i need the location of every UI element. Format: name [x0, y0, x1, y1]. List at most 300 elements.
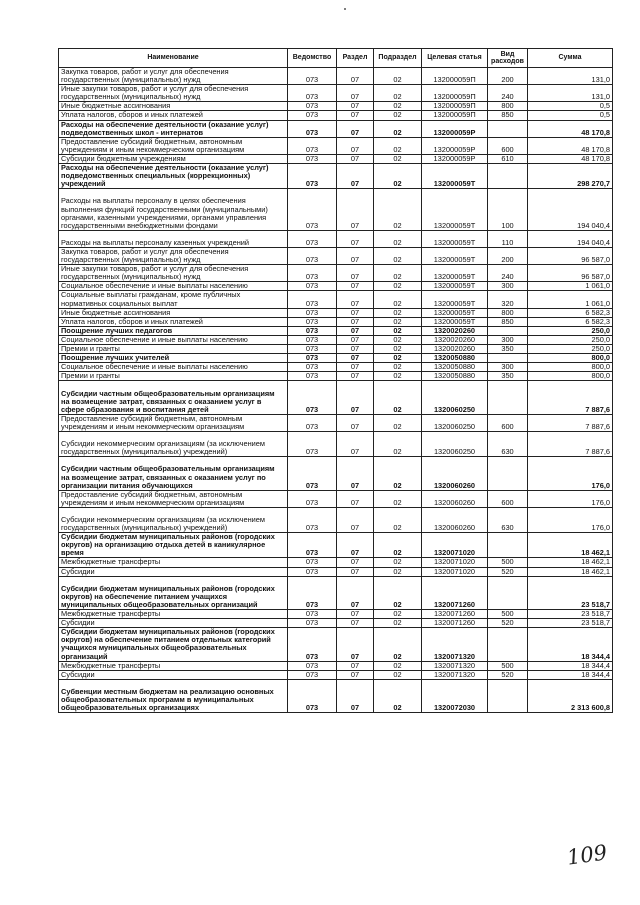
cell-sum: 800,0 — [528, 372, 613, 381]
cell-expense-type: 500 — [488, 558, 528, 567]
cell-section: 07 — [337, 335, 374, 344]
cell-department: 073 — [288, 381, 337, 414]
cell-department: 073 — [288, 68, 337, 85]
cell-name: Социальное обеспечение и иные выплаты населению — [59, 335, 288, 344]
cell-section: 07 — [337, 102, 374, 111]
cell-department: 073 — [288, 558, 337, 567]
cell-subsection: 02 — [374, 345, 422, 354]
cell-sum: 18 344,4 — [528, 670, 613, 679]
cell-expense-type: 800 — [488, 102, 528, 111]
cell-target-article: 1320060260 — [422, 490, 488, 507]
cell-department: 073 — [288, 189, 337, 231]
cell-target-article: 132000059Р — [422, 137, 488, 154]
table-row — [59, 363, 613, 372]
cell-sum: 7 887,6 — [528, 414, 613, 431]
cell-name: Межбюджетные трансферты — [59, 661, 288, 670]
cell-name: Субсидии — [59, 619, 288, 628]
cell-department: 073 — [288, 308, 337, 317]
cell-target-article: 1320072030 — [422, 679, 488, 712]
cell-name: Премии и гранты — [59, 345, 288, 354]
cell-department: 073 — [288, 345, 337, 354]
cell-subsection: 02 — [374, 111, 422, 120]
cell-section: 07 — [337, 457, 374, 490]
cell-section: 07 — [337, 154, 374, 163]
cell-name: Субсидии некоммерческим организациям (за исключением государственных (муниципальных) учреждений) — [59, 507, 288, 532]
cell-name: Субсидии бюджетам муниципальных районов (городских округов) на обеспечение питанием учащихся муниципальных общеобразовательных организаций — [59, 576, 288, 609]
cell-section: 07 — [337, 291, 374, 308]
cell-sum: 6 582,3 — [528, 317, 613, 326]
cell-target-article: 1320060260 — [422, 457, 488, 490]
cell-expense-type: 600 — [488, 137, 528, 154]
cell-sum: 48 170,8 — [528, 154, 613, 163]
cell-name: Субсидии частным общеобразовательным организациям на возмещение затрат, связанных с оказанием услуг по организации питания обучающихся — [59, 457, 288, 490]
table-row — [59, 381, 613, 414]
table-row — [59, 414, 613, 431]
cell-target-article: 1320071320 — [422, 670, 488, 679]
cell-expense-type: 200 — [488, 68, 528, 85]
cell-section: 07 — [337, 610, 374, 619]
handwritten-page-number: 109 — [565, 840, 609, 870]
cell-target-article: 1320060260 — [422, 507, 488, 532]
cell-section: 07 — [337, 85, 374, 102]
cell-target-article: 132000059Т — [422, 265, 488, 282]
cell-target-article: 1320020260 — [422, 345, 488, 354]
cell-subsection: 02 — [374, 282, 422, 291]
cell-subsection: 02 — [374, 154, 422, 163]
cell-subsection: 02 — [374, 308, 422, 317]
table-row — [59, 679, 613, 712]
cell-sum: 194 040,4 — [528, 189, 613, 231]
cell-name: Поощрение лучших педагогов — [59, 326, 288, 335]
table-row — [59, 533, 613, 558]
cell-name: Межбюджетные трансферты — [59, 610, 288, 619]
cell-section: 07 — [337, 432, 374, 457]
table-row — [59, 345, 613, 354]
cell-sum: 48 170,8 — [528, 137, 613, 154]
table-row — [59, 164, 613, 189]
cell-target-article: 1320050880 — [422, 363, 488, 372]
cell-sum: 18 344,4 — [528, 661, 613, 670]
cell-target-article: 132000059П — [422, 102, 488, 111]
cell-name: Предоставление субсидий бюджетным, автономным учреждениям и иным некоммерческим организациям — [59, 490, 288, 507]
header-name: Наименование — [59, 49, 288, 68]
cell-department: 073 — [288, 282, 337, 291]
cell-department: 073 — [288, 432, 337, 457]
table-row — [59, 432, 613, 457]
cell-section: 07 — [337, 111, 374, 120]
table-row — [59, 154, 613, 163]
cell-target-article: 132000059Р — [422, 120, 488, 137]
cell-section: 07 — [337, 282, 374, 291]
cell-sum: 96 587,0 — [528, 265, 613, 282]
cell-sum: 800,0 — [528, 363, 613, 372]
cell-name: Расходы на выплаты персоналу казенных учреждений — [59, 230, 288, 247]
cell-section: 07 — [337, 345, 374, 354]
cell-name: Уплата налогов, сборов и иных платежей — [59, 111, 288, 120]
table-row — [59, 248, 613, 265]
cell-department: 073 — [288, 85, 337, 102]
table-row — [59, 628, 613, 661]
cell-section: 07 — [337, 68, 374, 85]
cell-sum: 18 462,1 — [528, 533, 613, 558]
table-row — [59, 137, 613, 154]
cell-section: 07 — [337, 354, 374, 363]
table-row — [59, 282, 613, 291]
cell-target-article: 1320071020 — [422, 558, 488, 567]
cell-name: Социальное обеспечение и иные выплаты населению — [59, 363, 288, 372]
cell-sum: 0,5 — [528, 102, 613, 111]
cell-department: 073 — [288, 111, 337, 120]
cell-expense-type: 300 — [488, 363, 528, 372]
cell-name: Субсидии бюджетам муниципальных районов (городских округов) на организацию отдыха детей в каникулярное время — [59, 533, 288, 558]
cell-expense-type: 200 — [488, 248, 528, 265]
cell-expense-type — [488, 628, 528, 661]
cell-sum: 7 887,6 — [528, 381, 613, 414]
cell-expense-type: 500 — [488, 661, 528, 670]
table-row — [59, 189, 613, 231]
cell-expense-type — [488, 381, 528, 414]
cell-subsection: 02 — [374, 372, 422, 381]
cell-subsection: 02 — [374, 576, 422, 609]
cell-subsection: 02 — [374, 68, 422, 85]
cell-section: 07 — [337, 558, 374, 567]
cell-subsection: 02 — [374, 507, 422, 532]
cell-name: Поощрение лучших учителей — [59, 354, 288, 363]
cell-section: 07 — [337, 164, 374, 189]
cell-sum: 800,0 — [528, 354, 613, 363]
table-body — [59, 68, 613, 713]
cell-sum: 23 518,7 — [528, 619, 613, 628]
cell-target-article: 132000059Р — [422, 154, 488, 163]
cell-expense-type — [488, 457, 528, 490]
cell-expense-type: 630 — [488, 507, 528, 532]
cell-department: 073 — [288, 120, 337, 137]
cell-expense-type — [488, 164, 528, 189]
table-row — [59, 68, 613, 85]
cell-name: Премии и гранты — [59, 372, 288, 381]
cell-target-article: 1320020260 — [422, 326, 488, 335]
cell-target-article: 1320071020 — [422, 567, 488, 576]
cell-expense-type — [488, 679, 528, 712]
cell-department: 073 — [288, 567, 337, 576]
cell-subsection: 02 — [374, 265, 422, 282]
cell-department: 073 — [288, 619, 337, 628]
cell-target-article: 132000059Т — [422, 282, 488, 291]
cell-department: 073 — [288, 354, 337, 363]
cell-subsection: 02 — [374, 414, 422, 431]
cell-subsection: 02 — [374, 354, 422, 363]
table-row — [59, 558, 613, 567]
cell-department: 073 — [288, 670, 337, 679]
cell-section: 07 — [337, 317, 374, 326]
cell-sum: 18 462,1 — [528, 567, 613, 576]
cell-subsection: 02 — [374, 457, 422, 490]
cell-subsection: 02 — [374, 670, 422, 679]
cell-name: Закупка товаров, работ и услуг для обеспечения государственных (муниципальных) нужд — [59, 248, 288, 265]
cell-sum: 176,0 — [528, 457, 613, 490]
table-row — [59, 265, 613, 282]
cell-target-article: 132000059Т — [422, 308, 488, 317]
cell-target-article: 132000059Т — [422, 291, 488, 308]
cell-expense-type: 850 — [488, 317, 528, 326]
table-row — [59, 111, 613, 120]
table-row — [59, 670, 613, 679]
cell-sum: 250,0 — [528, 326, 613, 335]
cell-section: 07 — [337, 308, 374, 317]
cell-department: 073 — [288, 363, 337, 372]
cell-sum: 18 462,1 — [528, 558, 613, 567]
cell-department: 073 — [288, 154, 337, 163]
cell-target-article: 132000059Т — [422, 248, 488, 265]
cell-target-article: 132000059Т — [422, 164, 488, 189]
cell-sum: 176,0 — [528, 507, 613, 532]
cell-target-article: 1320060250 — [422, 432, 488, 457]
cell-section: 07 — [337, 381, 374, 414]
header-expense-type: Вид расходов — [488, 49, 528, 68]
cell-subsection: 02 — [374, 490, 422, 507]
cell-subsection: 02 — [374, 85, 422, 102]
cell-name: Субсидии частным общеобразовательным организациям на возмещение затрат, связанных с оказанием услуг в сфере образования и воспитания детей — [59, 381, 288, 414]
cell-department: 073 — [288, 137, 337, 154]
cell-sum: 1 061,0 — [528, 282, 613, 291]
cell-target-article: 132000059П — [422, 85, 488, 102]
cell-subsection: 02 — [374, 432, 422, 457]
budget-table — [58, 48, 613, 713]
cell-subsection: 02 — [374, 137, 422, 154]
cell-name: Субсидии бюджетам муниципальных районов (городских округов) на обеспечение питанием отдельных категорий учащихся муниципальных общеобразовательных организаций — [59, 628, 288, 661]
cell-department: 073 — [288, 317, 337, 326]
cell-name: Предоставление субсидий бюджетным, автономным учреждениям и иным некоммерческим организациям — [59, 137, 288, 154]
table-row — [59, 308, 613, 317]
cell-sum: 23 518,7 — [528, 576, 613, 609]
cell-name: Закупка товаров, работ и услуг для обеспечения государственных (муниципальных) нужд — [59, 68, 288, 85]
table-row — [59, 230, 613, 247]
cell-section: 07 — [337, 567, 374, 576]
cell-name: Расходы на обеспечение деятельности (оказание услуг) подведомственных школ - интернатов — [59, 120, 288, 137]
cell-subsection: 02 — [374, 567, 422, 576]
table-row — [59, 619, 613, 628]
table-row — [59, 507, 613, 532]
cell-section: 07 — [337, 363, 374, 372]
table-row — [59, 326, 613, 335]
cell-subsection: 02 — [374, 628, 422, 661]
cell-name: Иные закупки товаров, работ и услуг для обеспечения государственных (муниципальных) нужд — [59, 85, 288, 102]
cell-subsection: 02 — [374, 230, 422, 247]
cell-department: 073 — [288, 291, 337, 308]
cell-sum: 48 170,8 — [528, 120, 613, 137]
cell-name: Иные бюджетные ассигнования — [59, 102, 288, 111]
table-row — [59, 335, 613, 344]
cell-sum: 194 040,4 — [528, 230, 613, 247]
cell-expense-type: 500 — [488, 610, 528, 619]
cell-target-article: 1320060250 — [422, 381, 488, 414]
cell-target-article: 1320071260 — [422, 610, 488, 619]
cell-target-article: 132000059П — [422, 68, 488, 85]
cell-target-article: 132000059П — [422, 111, 488, 120]
cell-expense-type — [488, 533, 528, 558]
cell-target-article: 1320020260 — [422, 335, 488, 344]
cell-name: Социальное обеспечение и иные выплаты населению — [59, 282, 288, 291]
cell-department: 073 — [288, 326, 337, 335]
cell-name: Расходы на обеспечение деятельности (оказание услуг) подведомственных специальных (коррекционных) учреждений — [59, 164, 288, 189]
cell-department: 073 — [288, 457, 337, 490]
cell-subsection: 02 — [374, 533, 422, 558]
cell-expense-type — [488, 576, 528, 609]
cell-expense-type: 300 — [488, 282, 528, 291]
cell-subsection: 02 — [374, 189, 422, 231]
cell-subsection: 02 — [374, 248, 422, 265]
table-row — [59, 490, 613, 507]
table-row — [59, 567, 613, 576]
cell-section: 07 — [337, 679, 374, 712]
table-row — [59, 317, 613, 326]
cell-expense-type: 320 — [488, 291, 528, 308]
cell-target-article: 1320071260 — [422, 619, 488, 628]
table-row — [59, 354, 613, 363]
cell-section: 07 — [337, 414, 374, 431]
cell-sum: 7 887,6 — [528, 432, 613, 457]
cell-section: 07 — [337, 661, 374, 670]
table-row — [59, 457, 613, 490]
cell-expense-type: 300 — [488, 335, 528, 344]
cell-department: 073 — [288, 265, 337, 282]
cell-section: 07 — [337, 619, 374, 628]
cell-department: 073 — [288, 628, 337, 661]
cell-sum: 298 270,7 — [528, 164, 613, 189]
cell-expense-type — [488, 120, 528, 137]
cell-department: 073 — [288, 335, 337, 344]
cell-sum: 131,0 — [528, 68, 613, 85]
table-row — [59, 372, 613, 381]
cell-name: Субсидии некоммерческим организациям (за исключением государственных (муниципальных) учреждений) — [59, 432, 288, 457]
cell-expense-type: 520 — [488, 567, 528, 576]
cell-sum: 176,0 — [528, 490, 613, 507]
cell-target-article: 1320071320 — [422, 628, 488, 661]
table-row — [59, 610, 613, 619]
cell-name: Субсидии — [59, 670, 288, 679]
cell-target-article: 1320050880 — [422, 354, 488, 363]
cell-department: 073 — [288, 414, 337, 431]
cell-expense-type: 240 — [488, 85, 528, 102]
cell-section: 07 — [337, 265, 374, 282]
cell-department: 073 — [288, 679, 337, 712]
cell-name: Предоставление субсидий бюджетным, автономным учреждениям и иным некоммерческим организациям — [59, 414, 288, 431]
cell-sum: 96 587,0 — [528, 248, 613, 265]
cell-department: 073 — [288, 661, 337, 670]
cell-section: 07 — [337, 326, 374, 335]
cell-subsection: 02 — [374, 381, 422, 414]
cell-department: 073 — [288, 576, 337, 609]
cell-section: 07 — [337, 533, 374, 558]
cell-sum: 2 313 600,8 — [528, 679, 613, 712]
table-row — [59, 120, 613, 137]
cell-name: Субсидии бюджетным учреждениям — [59, 154, 288, 163]
cell-section: 07 — [337, 120, 374, 137]
cell-subsection: 02 — [374, 610, 422, 619]
cell-department: 073 — [288, 490, 337, 507]
cell-expense-type: 630 — [488, 432, 528, 457]
cell-department: 073 — [288, 164, 337, 189]
cell-sum: 6 582,3 — [528, 308, 613, 317]
table-row — [59, 661, 613, 670]
cell-sum: 18 344,4 — [528, 628, 613, 661]
cell-section: 07 — [337, 230, 374, 247]
cell-subsection: 02 — [374, 619, 422, 628]
cell-target-article: 1320071260 — [422, 576, 488, 609]
cell-subsection: 02 — [374, 363, 422, 372]
cell-target-article: 132000059Т — [422, 189, 488, 231]
cell-subsection: 02 — [374, 102, 422, 111]
header-sum: Сумма — [528, 49, 613, 68]
cell-name: Социальные выплаты гражданам, кроме публичных нормативных социальных выплат — [59, 291, 288, 308]
cell-name: Субвенции местным бюджетам на реализацию основных общеобразовательных программ в муниципальных общеобразовательных организациях — [59, 679, 288, 712]
cell-department: 073 — [288, 230, 337, 247]
cell-name: Межбюджетные трансферты — [59, 558, 288, 567]
cell-section: 07 — [337, 490, 374, 507]
cell-expense-type: 350 — [488, 372, 528, 381]
table-row — [59, 576, 613, 609]
cell-expense-type: 520 — [488, 670, 528, 679]
cell-name: Иные закупки товаров, работ и услуг для обеспечения государственных (муниципальных) нужд — [59, 265, 288, 282]
cell-sum: 1 061,0 — [528, 291, 613, 308]
cell-subsection: 02 — [374, 335, 422, 344]
header-department: Ведомство — [288, 49, 337, 68]
cell-section: 07 — [337, 189, 374, 231]
cell-section: 07 — [337, 248, 374, 265]
cell-sum: 250,0 — [528, 345, 613, 354]
table-header-row — [59, 49, 613, 68]
scan-dot — [344, 8, 346, 10]
cell-sum: 250,0 — [528, 335, 613, 344]
cell-section: 07 — [337, 137, 374, 154]
cell-expense-type: 350 — [488, 345, 528, 354]
cell-target-article: 1320071320 — [422, 661, 488, 670]
cell-expense-type: 800 — [488, 308, 528, 317]
cell-target-article: 132000059Т — [422, 317, 488, 326]
cell-section: 07 — [337, 628, 374, 661]
cell-target-article: 1320071020 — [422, 533, 488, 558]
cell-name: Иные бюджетные ассигнования — [59, 308, 288, 317]
cell-subsection: 02 — [374, 679, 422, 712]
header-target-article: Целевая статья — [422, 49, 488, 68]
cell-target-article: 1320060250 — [422, 414, 488, 431]
cell-sum: 23 518,7 — [528, 610, 613, 619]
header-section: Раздел — [337, 49, 374, 68]
cell-expense-type: 850 — [488, 111, 528, 120]
cell-subsection: 02 — [374, 291, 422, 308]
cell-subsection: 02 — [374, 317, 422, 326]
cell-department: 073 — [288, 372, 337, 381]
cell-expense-type: 110 — [488, 230, 528, 247]
cell-sum: 0,5 — [528, 111, 613, 120]
table-row — [59, 291, 613, 308]
cell-name: Уплата налогов, сборов и иных платежей — [59, 317, 288, 326]
cell-expense-type: 600 — [488, 490, 528, 507]
cell-department: 073 — [288, 102, 337, 111]
cell-subsection: 02 — [374, 120, 422, 137]
cell-department: 073 — [288, 610, 337, 619]
cell-section: 07 — [337, 507, 374, 532]
cell-target-article: 1320050880 — [422, 372, 488, 381]
cell-expense-type: 240 — [488, 265, 528, 282]
cell-section: 07 — [337, 372, 374, 381]
cell-expense-type — [488, 326, 528, 335]
cell-department: 073 — [288, 507, 337, 532]
cell-subsection: 02 — [374, 661, 422, 670]
cell-section: 07 — [337, 576, 374, 609]
cell-expense-type — [488, 354, 528, 363]
cell-subsection: 02 — [374, 558, 422, 567]
